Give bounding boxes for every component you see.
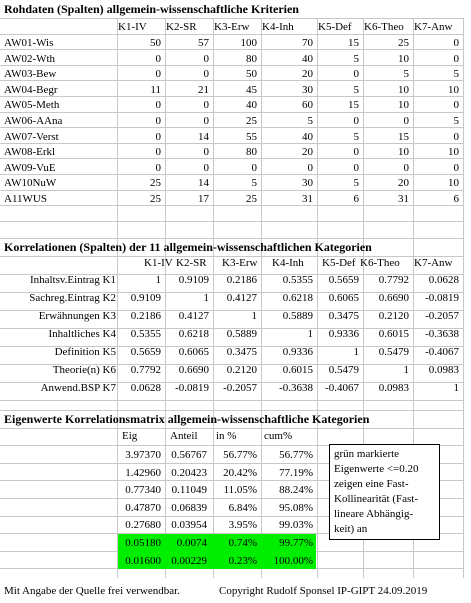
table-cell: 40 bbox=[302, 130, 313, 143]
row-label: AW05-Meth bbox=[4, 99, 60, 112]
table-cell: 31 bbox=[398, 193, 409, 205]
footer-copyright: Copyright Rudolf Sponsel IP-GIPT 24.09.2019 bbox=[219, 585, 428, 597]
section1-header-k7-anw: K7-Anw bbox=[414, 21, 453, 33]
table-cell: 0 bbox=[453, 130, 459, 143]
table-cell: 0 bbox=[353, 68, 359, 81]
table-cell: 6 bbox=[353, 193, 359, 205]
footer-license: Mit Angabe der Quelle frei verwendbar. bbox=[4, 585, 180, 597]
table-cell: 0.47870 bbox=[125, 501, 161, 514]
table-cell: 25 bbox=[246, 115, 257, 127]
table-cell: 0.2120 bbox=[378, 310, 409, 322]
table-cell: 0.20423 bbox=[171, 466, 207, 479]
table-cell: -0.3638 bbox=[425, 328, 459, 340]
table-cell: 0 bbox=[453, 37, 459, 49]
table-cell: 15 bbox=[348, 37, 359, 49]
eigenvalue-note bbox=[329, 444, 440, 540]
row-label: AW04-Begr bbox=[4, 83, 58, 96]
table-cell: 0 bbox=[155, 146, 161, 159]
table-cell: 0.9336 bbox=[282, 346, 313, 358]
table-cell: 1 bbox=[307, 328, 313, 340]
table-cell: 0.6218 bbox=[282, 292, 313, 304]
section3-header-2: in % bbox=[216, 430, 237, 442]
row-label: Sachreg.Eintrag K2 bbox=[29, 292, 116, 304]
table-cell: 0.4127 bbox=[178, 310, 209, 322]
section2-header-k2-sr: K2-SR bbox=[176, 257, 207, 269]
table-cell: 5 bbox=[251, 177, 257, 190]
table-cell: 80 bbox=[246, 52, 257, 65]
row-label: Inhaltliches K4 bbox=[48, 328, 116, 340]
section2-header-k3-erw: K3-Erw bbox=[222, 257, 258, 269]
table-cell: 0.2186 bbox=[226, 274, 257, 286]
note-line: Eigenwerte <=0.20 bbox=[334, 463, 419, 475]
row-label: AW06-AAna bbox=[4, 115, 63, 127]
note-line: zeigen eine Fast- bbox=[334, 478, 409, 490]
table-cell: 5 bbox=[353, 52, 359, 65]
row-label: AW09-VuE bbox=[4, 161, 56, 174]
table-cell: 77.19% bbox=[279, 466, 313, 479]
section2-title: Korrelationen (Spalten) der 11 allgemein-wissenschaftlichen Kategorien bbox=[4, 240, 372, 254]
table-cell: 0.5889 bbox=[282, 310, 313, 322]
table-cell: 0 bbox=[155, 99, 161, 112]
table-cell: 0.7792 bbox=[378, 274, 409, 286]
table-cell: 5 bbox=[307, 115, 313, 127]
table-cell: 0 bbox=[307, 161, 313, 174]
table-cell: 0 bbox=[155, 52, 161, 65]
table-cell: 14 bbox=[198, 177, 209, 190]
table-cell: 100.00% bbox=[273, 554, 313, 567]
table-cell: 10 bbox=[448, 146, 459, 159]
table-cell: 0.23% bbox=[228, 554, 257, 567]
table-cell: 40 bbox=[302, 52, 313, 65]
table-cell: 1 bbox=[155, 274, 161, 286]
section1-header-k5-def: K5-Def bbox=[318, 21, 352, 33]
table-cell: 40 bbox=[246, 99, 257, 112]
table-cell: 15 bbox=[348, 99, 359, 112]
table-cell: 21 bbox=[198, 83, 209, 96]
table-cell: 45 bbox=[246, 83, 257, 96]
table-cell: 31 bbox=[302, 193, 313, 205]
table-cell: 0 bbox=[453, 161, 459, 174]
table-cell: 0.11049 bbox=[171, 484, 207, 497]
section2-header-k5-def: K5-Def bbox=[322, 257, 356, 269]
table-cell: -0.4067 bbox=[425, 346, 459, 358]
table-cell: 5 bbox=[453, 68, 459, 81]
section3-header-1: Anteil bbox=[170, 430, 198, 442]
table-cell: 3.97370 bbox=[125, 449, 161, 461]
table-cell: 0.5659 bbox=[328, 274, 359, 286]
table-cell: 0.9336 bbox=[328, 328, 359, 340]
table-cell: 0.05180 bbox=[125, 537, 161, 549]
section2-header-k7-anw: K7-Anw bbox=[414, 257, 453, 269]
table-cell: 0.5889 bbox=[226, 328, 257, 340]
table-cell: 20 bbox=[302, 68, 313, 81]
table-cell: 95.08% bbox=[279, 501, 313, 514]
table-cell: 0.0983 bbox=[428, 364, 459, 376]
table-cell: 0.7792 bbox=[130, 364, 161, 376]
table-cell: 0 bbox=[155, 161, 161, 174]
table-cell: 0.06839 bbox=[171, 501, 207, 514]
table-cell: 25 bbox=[150, 177, 161, 190]
table-cell: 0.3475 bbox=[226, 346, 257, 358]
table-cell: 60 bbox=[302, 99, 313, 112]
table-cell: 50 bbox=[150, 37, 161, 49]
row-label: AW02-Wth bbox=[4, 52, 56, 65]
table-cell: 1.42960 bbox=[125, 466, 161, 479]
table-cell: 10 bbox=[398, 52, 409, 65]
table-cell: 0.2186 bbox=[130, 310, 161, 322]
table-cell: 0.9109 bbox=[130, 292, 161, 304]
table-cell: 6 bbox=[453, 193, 459, 205]
table-cell: 99.77% bbox=[279, 537, 313, 549]
table-cell: 6.84% bbox=[228, 501, 257, 514]
note-line: keit) an bbox=[334, 523, 368, 535]
table-cell: 57 bbox=[198, 37, 209, 49]
table-cell: 11.05% bbox=[223, 484, 257, 497]
section2-header-k4-inh: K4-Inh bbox=[272, 257, 304, 269]
table-cell: 17 bbox=[198, 193, 209, 205]
table-cell: 0.01600 bbox=[125, 554, 161, 567]
table-cell: 10 bbox=[398, 83, 409, 96]
table-cell: 0 bbox=[203, 146, 209, 159]
table-cell: -0.0819 bbox=[175, 382, 209, 394]
table-cell: -0.2057 bbox=[425, 310, 459, 322]
table-cell: 30 bbox=[302, 177, 313, 190]
note-line: lineare Abhängig- bbox=[334, 508, 414, 520]
table-cell: 0 bbox=[155, 130, 161, 143]
section2-header-k6-theo: K6-Theo bbox=[360, 257, 400, 269]
section1-header-k4-inh: K4-Inh bbox=[262, 21, 294, 33]
table-cell: 5 bbox=[353, 83, 359, 96]
table-cell: 0.5355 bbox=[130, 328, 161, 340]
row-label: AW01-Wis bbox=[4, 37, 54, 49]
row-label: Definition K5 bbox=[54, 346, 116, 358]
table-cell: 0.6065 bbox=[328, 292, 359, 304]
table-cell: 0 bbox=[203, 68, 209, 81]
table-cell: 20.42% bbox=[223, 466, 257, 479]
table-cell: 0.56767 bbox=[171, 449, 207, 461]
table-cell: 1 bbox=[203, 292, 209, 304]
note-line: grün markierte bbox=[334, 448, 400, 460]
row-label: AW03-Bew bbox=[4, 68, 57, 81]
table-cell: 100 bbox=[240, 37, 257, 49]
row-label: AW10NuW bbox=[4, 177, 57, 190]
section1-header-k6-theo: K6-Theo bbox=[364, 21, 404, 33]
table-cell: 0.0983 bbox=[378, 382, 409, 394]
table-cell: 30 bbox=[302, 83, 313, 96]
table-cell: 0.9109 bbox=[178, 274, 209, 286]
table-cell: 0.5479 bbox=[378, 346, 409, 358]
table-cell: 25 bbox=[398, 37, 409, 49]
table-cell: 1 bbox=[453, 382, 459, 394]
table-cell: 0.4127 bbox=[226, 292, 257, 304]
table-cell: 0 bbox=[353, 161, 359, 174]
table-cell: 70 bbox=[302, 37, 313, 49]
table-cell: 0.6015 bbox=[378, 328, 409, 340]
table-cell: 0.0074 bbox=[176, 537, 207, 549]
table-cell: -0.4067 bbox=[325, 382, 359, 394]
section3-header-3: cum% bbox=[264, 430, 293, 442]
table-cell: 0 bbox=[453, 99, 459, 112]
table-cell: 0 bbox=[403, 161, 409, 174]
table-cell: -0.2057 bbox=[223, 382, 257, 394]
section1-title: Rohdaten (Spalten) allgemein-wissenschaftliche Kriterien bbox=[4, 2, 299, 16]
table-cell: 0 bbox=[203, 52, 209, 65]
table-cell: -0.3638 bbox=[279, 382, 313, 394]
table-cell: 1 bbox=[251, 310, 257, 322]
section3-title: Eigenwerte Korrelationsmatrix allgemein-wissenschaftliche Kategorien bbox=[4, 412, 370, 426]
row-label: Anwend.BSP K7 bbox=[40, 382, 116, 394]
table-cell: 99.03% bbox=[279, 519, 313, 532]
table-cell: 0 bbox=[251, 161, 257, 174]
table-cell: 1 bbox=[403, 364, 409, 376]
table-cell: 25 bbox=[150, 193, 161, 205]
row-label: AW07-Verst bbox=[4, 130, 59, 143]
section1-header-k2-sr: K2-SR bbox=[166, 21, 197, 33]
table-cell: 0.5659 bbox=[130, 346, 161, 358]
table-cell: 0.5355 bbox=[282, 274, 313, 286]
table-cell: 20 bbox=[398, 177, 409, 190]
table-cell: 0 bbox=[403, 115, 409, 127]
table-cell: 0 bbox=[155, 68, 161, 81]
table-cell: 55 bbox=[246, 130, 257, 143]
table-cell: 5 bbox=[353, 130, 359, 143]
table-cell: 0.6015 bbox=[282, 364, 313, 376]
table-cell: 0 bbox=[203, 161, 209, 174]
table-cell: 0.6690 bbox=[178, 364, 209, 376]
table-cell: 0.6065 bbox=[178, 346, 209, 358]
section1-header-k1-iv: K1-IV bbox=[118, 21, 147, 33]
table-cell: 10 bbox=[398, 99, 409, 112]
table-cell: 5 bbox=[403, 68, 409, 81]
table-cell: 0 bbox=[353, 146, 359, 159]
table-cell: 20 bbox=[302, 146, 313, 159]
table-cell: 56.77% bbox=[223, 449, 257, 461]
table-cell: 0.27680 bbox=[125, 519, 161, 532]
note-line: Kollinearität (Fast- bbox=[334, 493, 419, 505]
table-cell: 0.0628 bbox=[130, 382, 161, 394]
table-cell: 0.2120 bbox=[226, 364, 257, 376]
table-cell: 88.24% bbox=[279, 484, 313, 497]
table-cell: 0.6218 bbox=[178, 328, 209, 340]
row-label: Inhaltsv.Eintrag K1 bbox=[29, 274, 116, 286]
table-cell: 5 bbox=[453, 115, 459, 127]
table-cell: -0.0819 bbox=[425, 292, 459, 304]
table-cell: 0.00229 bbox=[171, 554, 207, 567]
table-cell: 0.0628 bbox=[428, 274, 459, 286]
table-cell: 14 bbox=[198, 130, 209, 143]
table-cell: 25 bbox=[246, 193, 257, 205]
table-cell: 0 bbox=[155, 115, 161, 127]
table-cell: 0.5479 bbox=[328, 364, 359, 376]
section3-header-0: Eig bbox=[122, 430, 138, 442]
table-cell: 10 bbox=[448, 83, 459, 96]
row-label: Theorie(n) K6 bbox=[52, 364, 116, 376]
section1-header-k3-erw: K3-Erw bbox=[214, 21, 250, 33]
table-cell: 0.74% bbox=[228, 537, 257, 549]
table-cell: 0 bbox=[203, 99, 209, 112]
table-cell: 0.3475 bbox=[328, 310, 359, 322]
table-cell: 0.03954 bbox=[171, 519, 207, 532]
table-cell: 0 bbox=[203, 115, 209, 127]
table-cell: 0 bbox=[353, 115, 359, 127]
table-cell: 1 bbox=[353, 346, 359, 358]
table-cell: 15 bbox=[398, 130, 409, 143]
table-cell: 0.77340 bbox=[125, 484, 161, 497]
table-cell: 3.95% bbox=[228, 519, 257, 532]
table-cell: 50 bbox=[246, 68, 257, 81]
table-cell: 0.6690 bbox=[378, 292, 409, 304]
table-cell: 11 bbox=[150, 83, 161, 96]
table-cell: 10 bbox=[398, 146, 409, 159]
table-cell: 0 bbox=[453, 52, 459, 65]
row-label: A11WUS bbox=[4, 193, 47, 205]
row-label: AW08-Erkl bbox=[4, 146, 56, 159]
table-cell: 10 bbox=[448, 177, 459, 190]
table-cell: 5 bbox=[353, 177, 359, 190]
table-cell: 56.77% bbox=[279, 449, 313, 461]
row-label: Erwähnungen K3 bbox=[38, 310, 116, 322]
section2-header-k1-iv: K1-IV bbox=[144, 257, 173, 269]
table-cell: 80 bbox=[246, 146, 257, 159]
